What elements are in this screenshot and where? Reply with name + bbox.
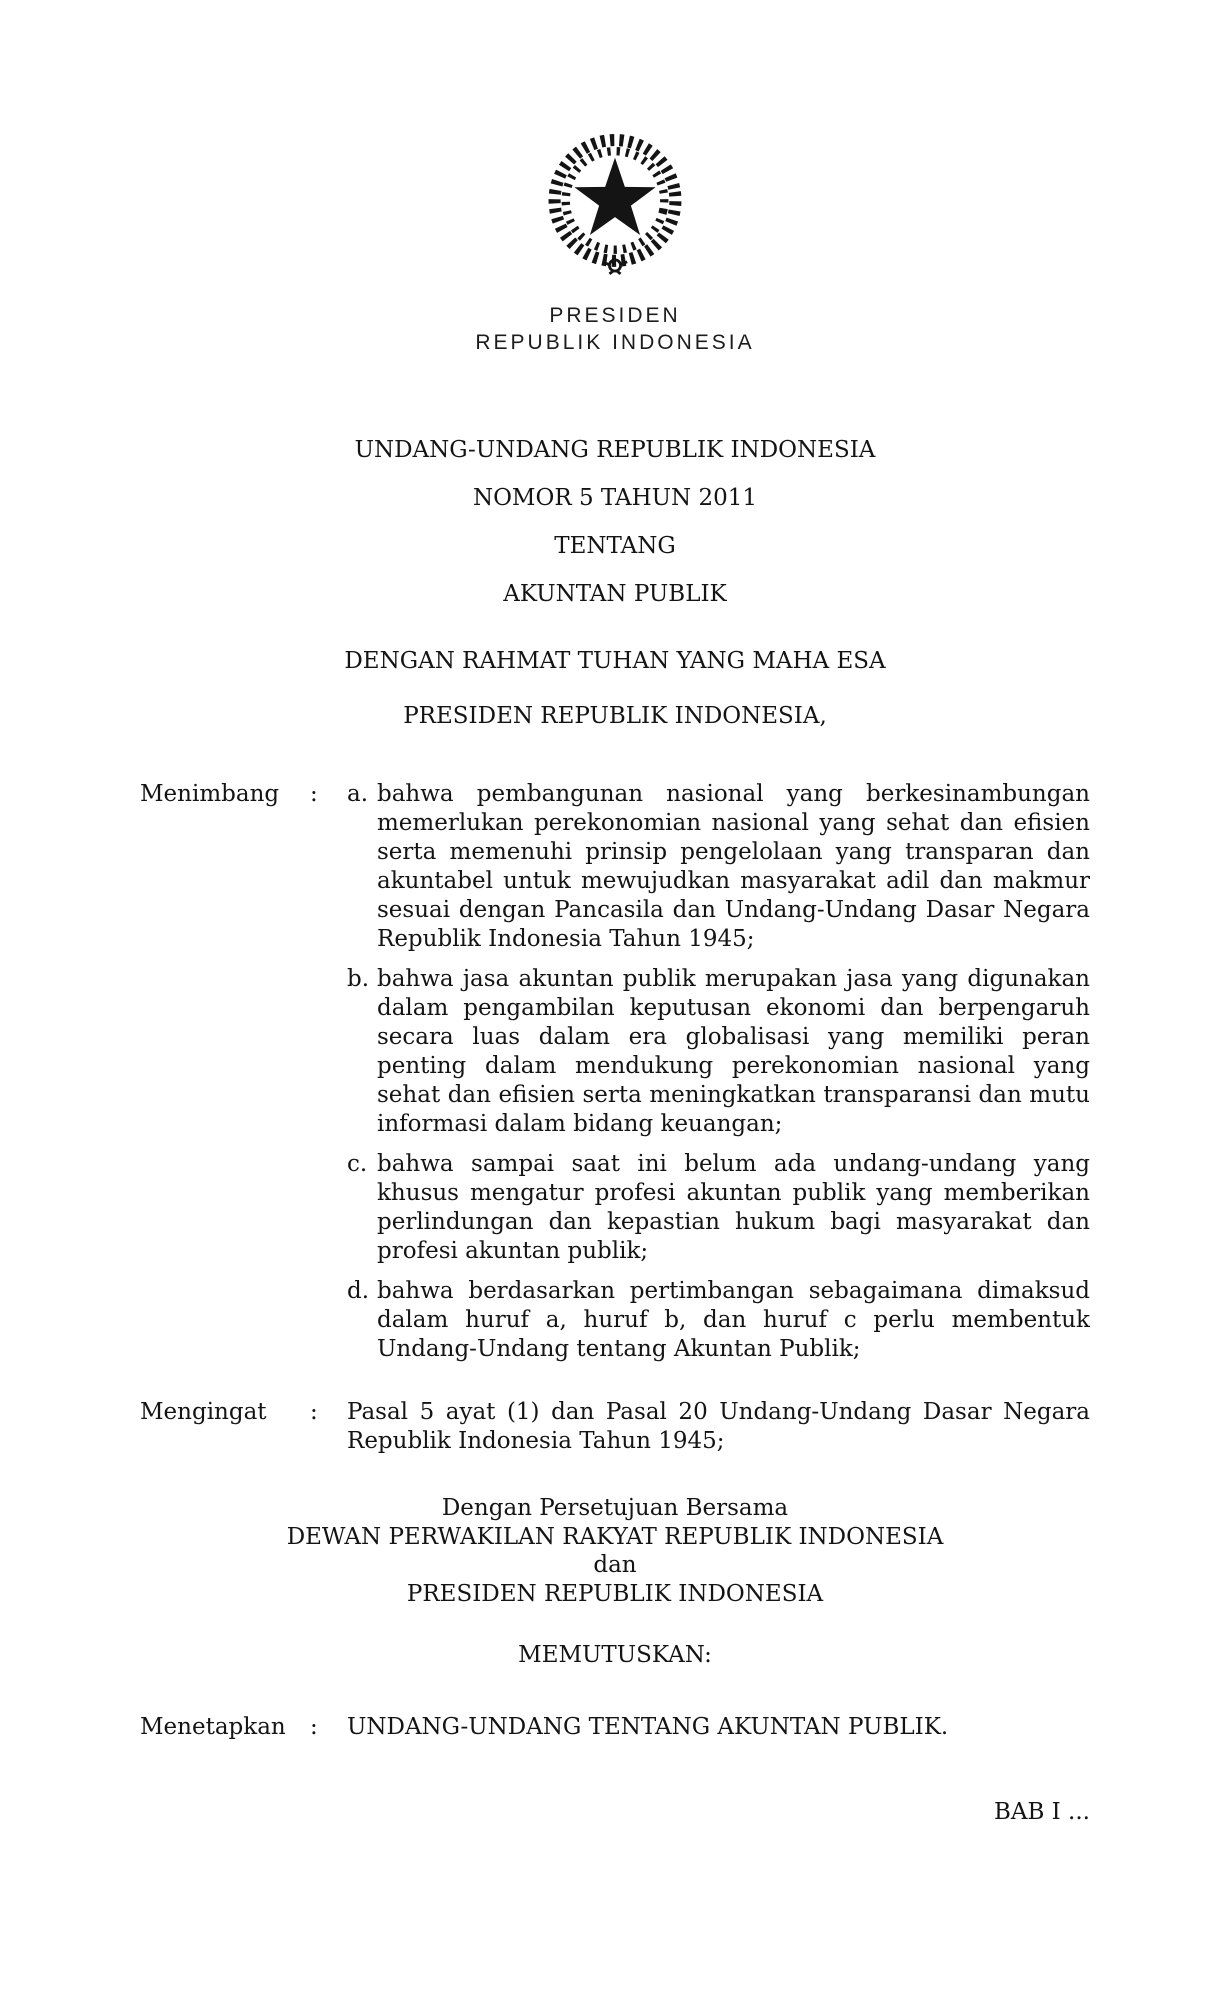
agreement-line2: DEWAN PERWAKILAN RAKYAT REPUBLIK INDONESIA	[286, 1523, 944, 1550]
decision-heading: MEMUTUSKAN:	[518, 1642, 712, 1668]
consideration-item-a	[347, 780, 1090, 954]
consideration-item-d	[347, 1277, 1090, 1364]
item-text: bahwa sampai saat ini belum ada undang-undang yang khusus mengatur profesi akuntan publik yang memberikan perlindungan dan kepastian hukum bagi masyarakat dan profesi akuntan publik;	[377, 1151, 1090, 1264]
item-letter: d.	[347, 1278, 370, 1304]
law-title-block	[140, 436, 1090, 609]
considerations-label: Menimbang	[140, 781, 280, 807]
catchword-bab-i: BAB I ...	[993, 1799, 1090, 1825]
item-text: bahwa jasa akuntan publik merupakan jasa yang digunakan dalam pengambilan keputusan ekonomi dan berpengaruh secara luas dalam era globalisasi yang memiliki peran penting dalam mendukung perekonomian nasional yang sehat dan efisien serta meningkatkan transparansi dan mutu informasi dalam bidang keuangan;	[377, 966, 1090, 1137]
authority-line: PRESIDEN REPUBLIK INDONESIA,	[403, 703, 827, 729]
agreement-line1: Dengan Persetujuan Bersama	[441, 1495, 789, 1521]
presidential-seal-icon	[536, 126, 694, 286]
letterhead	[140, 302, 1090, 356]
legal-basis-label: Mengingat	[140, 1399, 267, 1425]
legal-basis-text: Pasal 5 ayat (1) dan Pasal 20 Undang-Undang Dasar Negara Republik Indonesia Tahun 1945;	[347, 1399, 1090, 1454]
item-letter: b.	[347, 966, 370, 992]
invocation-line: DENGAN RAHMAT TUHAN YANG MAHA ESA	[344, 648, 886, 674]
enactment-text: UNDANG-UNDANG TENTANG AKUNTAN PUBLIK.	[347, 1714, 949, 1740]
considerations-items	[347, 780, 1090, 1364]
enactment-label: Menetapkan	[140, 1714, 286, 1740]
considerations-colon: :	[310, 781, 318, 807]
law-title-number: NOMOR 5 TAHUN 2011	[472, 485, 758, 511]
law-title-subject: AKUNTAN PUBLIK	[503, 581, 727, 607]
item-text: bahwa berdasarkan pertimbangan sebagaimana dimaksud dalam huruf a, huruf b, dan huruf c perlu membentuk Undang-Undang tentang Akuntan Publik;	[377, 1278, 1090, 1362]
header-seal	[140, 0, 1090, 286]
item-letter: a.	[347, 781, 369, 807]
item-letter: c.	[347, 1151, 368, 1177]
agreement-line3: dan	[593, 1552, 637, 1578]
item-text: bahwa pembangunan nasional yang berkesinambungan memerlukan perekonomian nasional yang sehat dan efisien serta memenuhi prinsip pengelolaan yang transparan dan akuntabel untuk mewujudkan masyarakat adil dan makmur sesuai dengan Pancasila dan Undang-Undang Dasar Negara Republik Indonesia Tahun 1945;	[377, 781, 1090, 952]
joint-agreement-block	[140, 1494, 1090, 1608]
legal-basis-section	[140, 1398, 1090, 1456]
agreement-line4: PRESIDEN REPUBLIK INDONESIA	[406, 1580, 824, 1607]
law-title-line1: UNDANG-UNDANG REPUBLIK INDONESIA	[354, 437, 876, 463]
letterhead-presiden: PRESIDEN	[549, 304, 681, 327]
law-title-tentang: TENTANG	[554, 533, 676, 559]
enactment-section	[140, 1713, 1090, 1742]
enactment-colon: :	[310, 1714, 318, 1740]
letterhead-republik-indonesia: REPUBLIK INDONESIA	[475, 331, 755, 354]
considerations-section	[140, 780, 1090, 1364]
consideration-item-c	[347, 1150, 1090, 1266]
consideration-item-b	[347, 965, 1090, 1139]
legal-basis-colon: :	[310, 1399, 318, 1425]
